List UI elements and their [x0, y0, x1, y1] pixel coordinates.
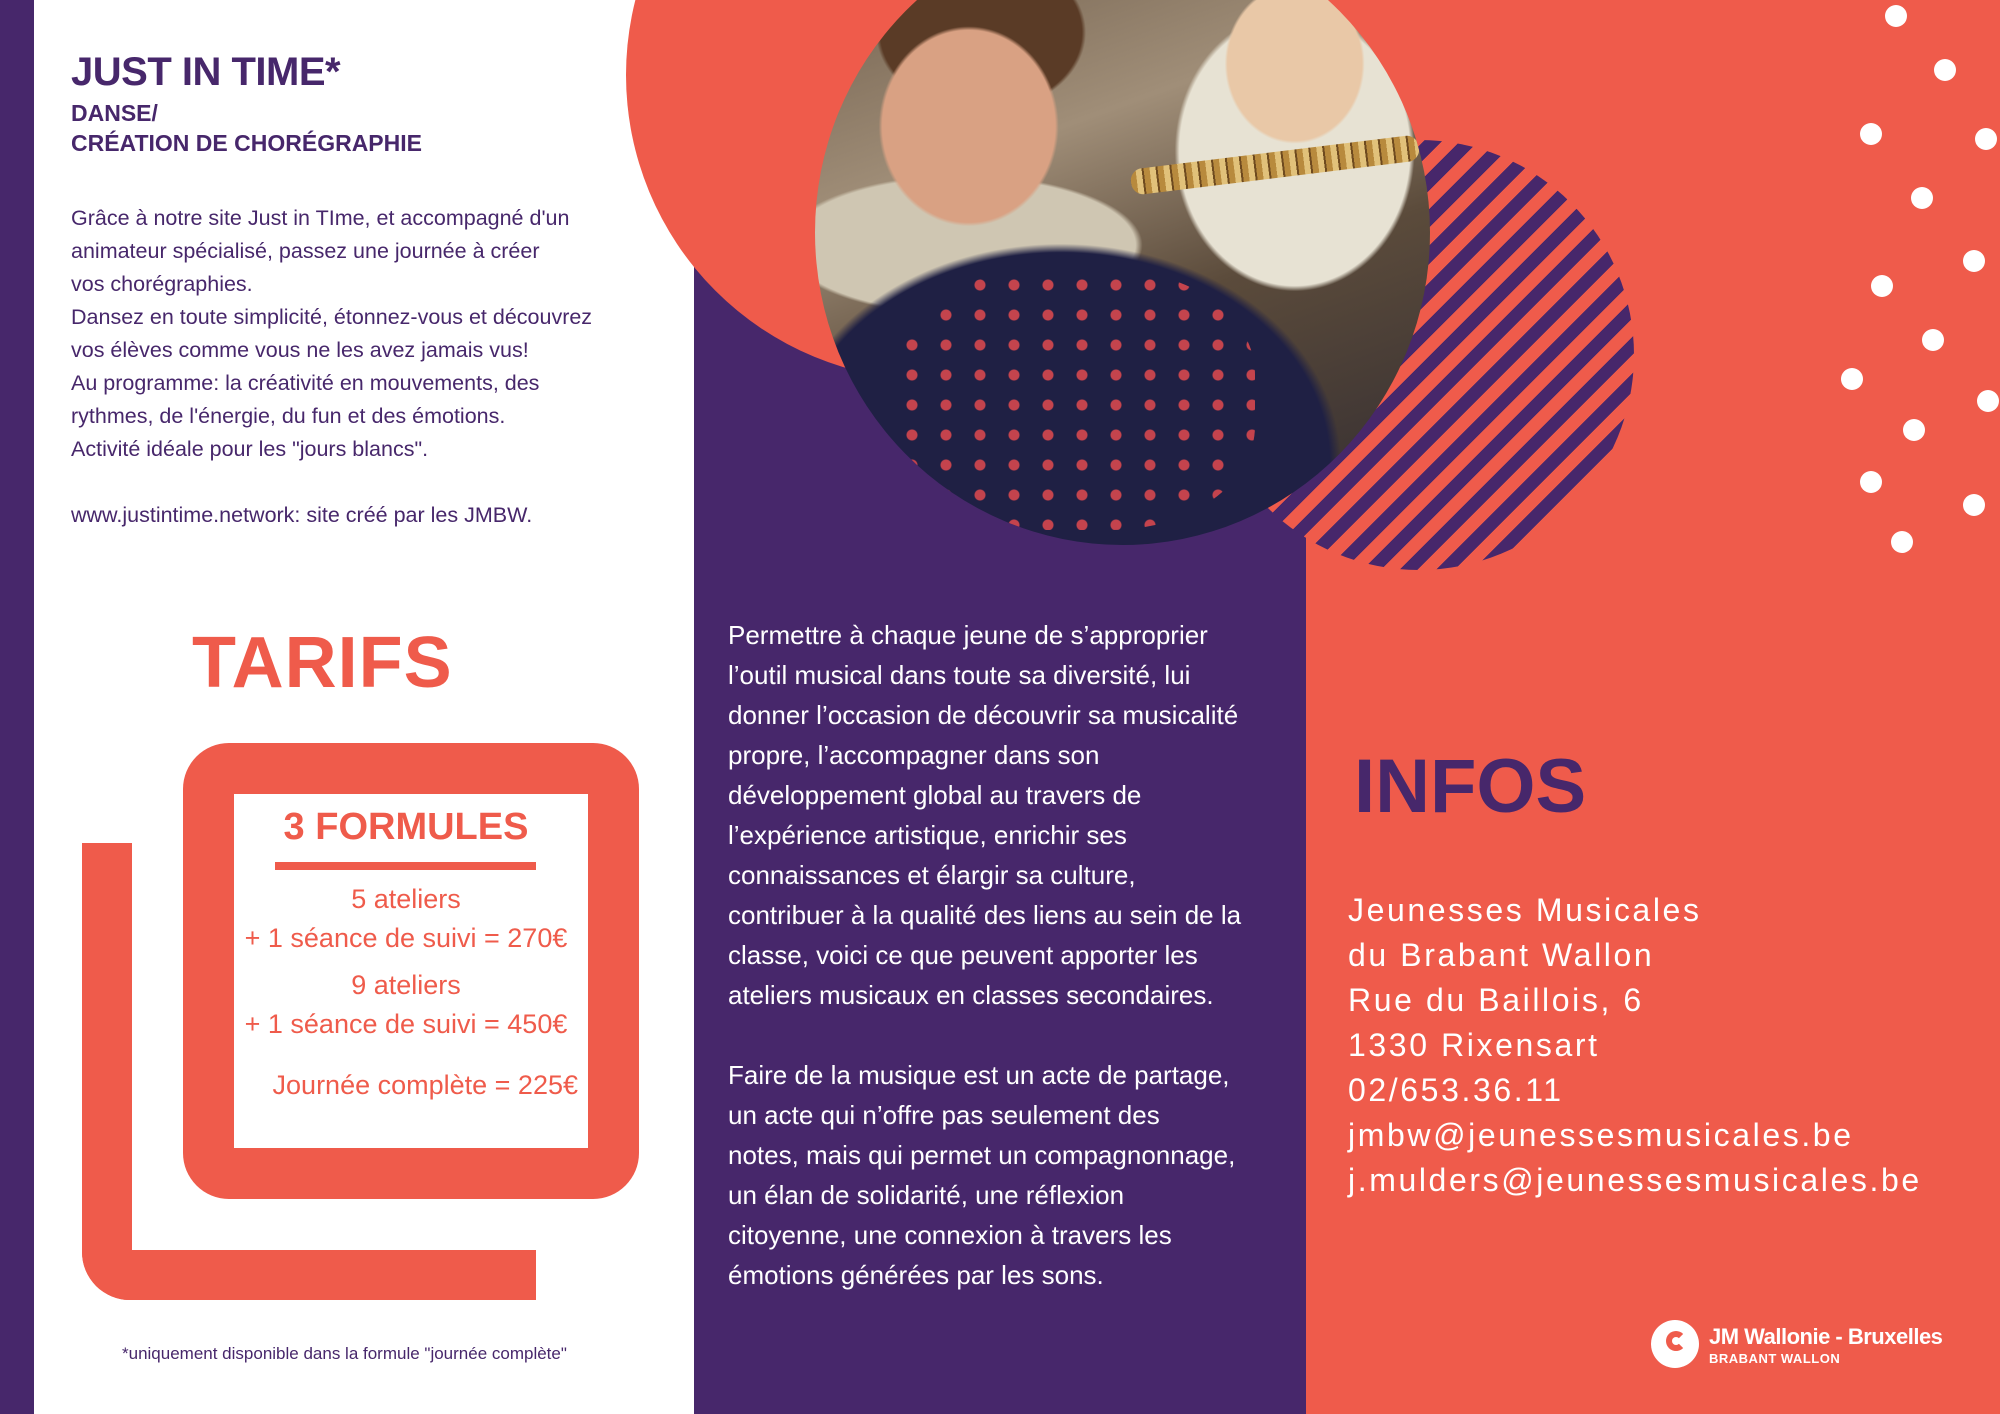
mission-line: développement global au travers de — [728, 780, 1142, 810]
subtitle-line: CRÉATION DE CHORÉGRAPHIE — [71, 130, 422, 156]
price-option-1 — [234, 880, 578, 958]
white-dot — [1891, 531, 1913, 553]
mission-line-spacer — [728, 1015, 1288, 1055]
formules-underline — [275, 862, 536, 870]
price-option-2 — [234, 966, 578, 1044]
intro-line: Au programme: la créativité en mouvements, des — [71, 371, 540, 395]
white-dot — [1922, 329, 1944, 351]
page-title: JUST IN TIME* — [71, 50, 341, 94]
mission-line: Faire de la musique est un acte de partage, — [728, 1060, 1230, 1090]
mission-line: un élan de solidarité, une réflexion — [728, 1180, 1125, 1210]
left-purple-strip — [0, 0, 34, 1414]
mission-line: Permettre à chaque jeune de s’approprier — [728, 620, 1208, 650]
subtitle-line: DANSE/ — [71, 100, 158, 126]
white-dot — [1963, 250, 1985, 272]
street-address: Rue du Baillois, 6 — [1348, 982, 1644, 1018]
mission-line: un acte qui n’offre pas seulement des — [728, 1100, 1160, 1130]
flute-illustration — [1129, 134, 1420, 195]
jm-logo-icon — [1651, 1320, 1699, 1368]
mission-line: notes, mais qui permet un compagnonnage, — [728, 1140, 1236, 1170]
price-line: 5 ateliers — [351, 884, 461, 914]
email-link[interactable]: j.mulders@jeunessesmusicales.be — [1348, 1162, 1922, 1198]
white-dot — [1975, 128, 1997, 150]
price-line: 9 ateliers — [351, 970, 461, 1000]
logo-name: JM Wallonie - Bruxelles — [1709, 1324, 1943, 1349]
intro-line: Dansez en toute simplicité, étonnez-vous et découvrez — [71, 305, 593, 329]
intro-line: vos élèves comme vous ne les avez jamais vus! — [71, 338, 529, 362]
price-option-3: Journée complète = 225€ — [272, 1070, 578, 1100]
mission-line: donner l’occasion de découvrir sa musicalité — [728, 700, 1239, 730]
white-dot — [1977, 390, 1999, 412]
white-dot — [1860, 471, 1882, 493]
mission-line: émotions générées par les sons. — [728, 1260, 1104, 1290]
white-dot — [1911, 187, 1933, 209]
org-name-line: du Brabant Wallon — [1348, 937, 1655, 973]
jm-logo — [1651, 1320, 1951, 1370]
white-dot — [1963, 494, 1985, 516]
phone-number[interactable]: 02/653.36.11 — [1348, 1072, 1564, 1108]
intro-line: Grâce à notre site Just in TIme, et accompagné d'un — [71, 206, 570, 230]
tarifs-heading: TARIFS — [192, 623, 453, 703]
logo-subtitle: BRABANT WALLON — [1709, 1351, 1841, 1366]
footnote: *uniquement disponible dans la formule "journée complète" — [122, 1344, 567, 1363]
intro-line-spacer — [71, 466, 671, 499]
white-dot — [1860, 123, 1882, 145]
price-line: + 1 séance de suivi = 270€ — [244, 923, 568, 953]
sweater-pattern-illustration — [895, 270, 1255, 530]
org-name-line: Jeunesses Musicales — [1348, 892, 1702, 928]
contact-block — [1348, 888, 1922, 1203]
intro-line: rythmes, de l'énergie, du fun et des émotions. — [71, 404, 506, 428]
mission-line: ateliers musicaux en classes secondaires. — [728, 980, 1214, 1010]
mission-line: contribuer à la qualité des liens au sein de la — [728, 900, 1242, 930]
email-link[interactable]: jmbw@jeunessesmusicales.be — [1348, 1117, 1854, 1153]
white-dot — [1885, 5, 1907, 27]
formules-heading: 3 FORMULES — [283, 806, 529, 848]
mission-text — [728, 615, 1288, 1295]
infos-heading: INFOS — [1354, 744, 1587, 829]
mission-line: propre, l’accompagner dans son — [728, 740, 1100, 770]
postal-city: 1330 Rixensart — [1348, 1027, 1600, 1063]
mission-line: l’outil musical dans toute sa diversité, lui — [728, 660, 1191, 690]
website-link[interactable]: www.justintime.network: site créé par les JMBW. — [71, 503, 533, 527]
intro-paragraph — [71, 202, 671, 532]
mission-line: classe, voici ce que peuvent apporter les — [728, 940, 1198, 970]
mission-line: l’expérience artistique, enrichir ses — [728, 820, 1127, 850]
intro-line: Activité idéale pour les "jours blancs". — [71, 437, 429, 461]
white-dot — [1934, 59, 1956, 81]
mission-line: citoyenne, une connexion à travers les — [728, 1220, 1172, 1250]
white-dot — [1871, 275, 1893, 297]
intro-line: animateur spécialisé, passez une journée à créer — [71, 239, 540, 263]
white-dot — [1841, 368, 1863, 390]
intro-line: vos chorégraphies. — [71, 272, 253, 296]
white-dot — [1903, 419, 1925, 441]
mission-line: connaissances et élargir sa culture, — [728, 860, 1136, 890]
activity-subtitle — [71, 98, 422, 158]
price-line: + 1 séance de suivi = 450€ — [244, 1009, 568, 1039]
